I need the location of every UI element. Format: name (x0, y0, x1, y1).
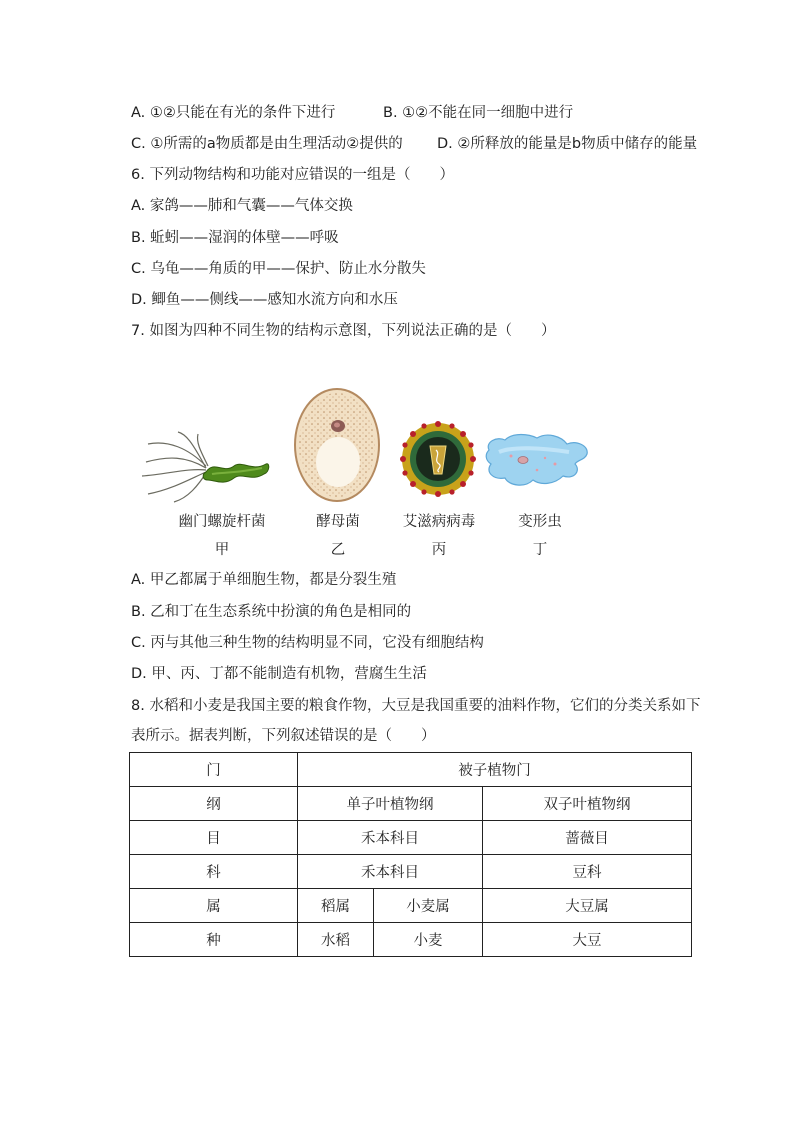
q7-option-c: C. 丙与其他三种生物的结构明显不同，它没有细胞结构 (131, 635, 484, 651)
table-cell: 门 (130, 753, 298, 787)
q6-option-c: C. 乌龟——角质的甲——保护、防止水分散失 (131, 261, 426, 277)
table-row (130, 923, 692, 957)
table-cell: 双子叶植物纲 (483, 787, 692, 821)
q8-stem-line2: 表所示。据表判断，下列叙述错误的是（ ） (131, 728, 436, 744)
table-cell: 单子叶植物纲 (298, 787, 483, 821)
table-row (130, 821, 692, 855)
table-row (130, 787, 692, 821)
figure-caption-yi-label: 乙 (330, 542, 346, 558)
figure-caption-ding-label: 丁 (532, 542, 548, 558)
table-cell: 小麦属 (374, 889, 483, 923)
q5-option-c: C. ①所需的a物质都是由生理活动②提供的 (131, 136, 403, 152)
table-cell: 纲 (130, 787, 298, 821)
figure-caption-jia-name: 幽门螺旋杆菌 (178, 514, 266, 530)
figure-caption-ding-name: 变形虫 (518, 514, 562, 530)
figure-caption-yi-name: 酵母菌 (316, 514, 360, 530)
q6-stem: 6. 下列动物结构和功能对应错误的一组是（ ） (131, 167, 454, 183)
table-cell: 大豆属 (483, 889, 692, 923)
table-cell: 科 (130, 855, 298, 889)
table-row (130, 855, 692, 889)
table-cell: 种 (130, 923, 298, 957)
table-cell: 禾本科目 (298, 821, 483, 855)
q7-stem: 7. 如图为四种不同生物的结构示意图，下列说法正确的是（ ） (131, 323, 556, 339)
figure-caption-jia-label: 甲 (214, 542, 230, 558)
table-cell: 稻属 (298, 889, 374, 923)
q7-option-b: B. 乙和丁在生态系统中扮演的角色是相同的 (131, 604, 412, 620)
q6-option-a: A. 家鸽——肺和气囊——气体交换 (131, 198, 353, 214)
q5-option-a: A. ①②只能在有光的条件下进行 (131, 105, 336, 121)
figure-caption-bing-label: 丙 (431, 542, 447, 558)
table-row (130, 753, 692, 787)
table-cell: 目 (130, 821, 298, 855)
q8-stem-line1: 8. 水稻和小麦是我国主要的粮食作物，大豆是我国重要的油料作物，它们的分类关系如下 (131, 698, 701, 714)
table-cell: 大豆 (483, 923, 692, 957)
table-cell: 水稻 (298, 923, 374, 957)
table-row (130, 889, 692, 923)
table-cell: 小麦 (374, 923, 483, 957)
table-cell: 被子植物门 (298, 753, 692, 787)
table-cell: 属 (130, 889, 298, 923)
q6-option-d: D. 鲫鱼——侧线——感知水流方向和水压 (131, 292, 398, 308)
q7-option-d: D. 甲、丙、丁都不能制造有机物，营腐生生活 (131, 666, 427, 682)
bacterium-illustration (128, 428, 273, 508)
table-cell: 蔷薇目 (483, 821, 692, 855)
figure-caption-bing-name: 艾滋病病毒 (402, 514, 476, 530)
amoeba-illustration (483, 430, 593, 492)
hiv-virus-illustration (399, 420, 477, 498)
classification-table (129, 752, 692, 957)
q6-option-b: B. 蚯蚓——湿润的体壁——呼吸 (131, 230, 339, 246)
table-cell: 禾本科目 (298, 855, 483, 889)
q5-option-b: B. ①②不能在同一细胞中进行 (383, 105, 574, 121)
q5-option-d: D. ②所释放的能量是b物质中储存的能量 (437, 136, 698, 152)
q7-option-a: A. 甲乙都属于单细胞生物，都是分裂生殖 (131, 572, 397, 588)
yeast-cell-illustration (292, 386, 382, 504)
table-cell: 豆科 (483, 855, 692, 889)
